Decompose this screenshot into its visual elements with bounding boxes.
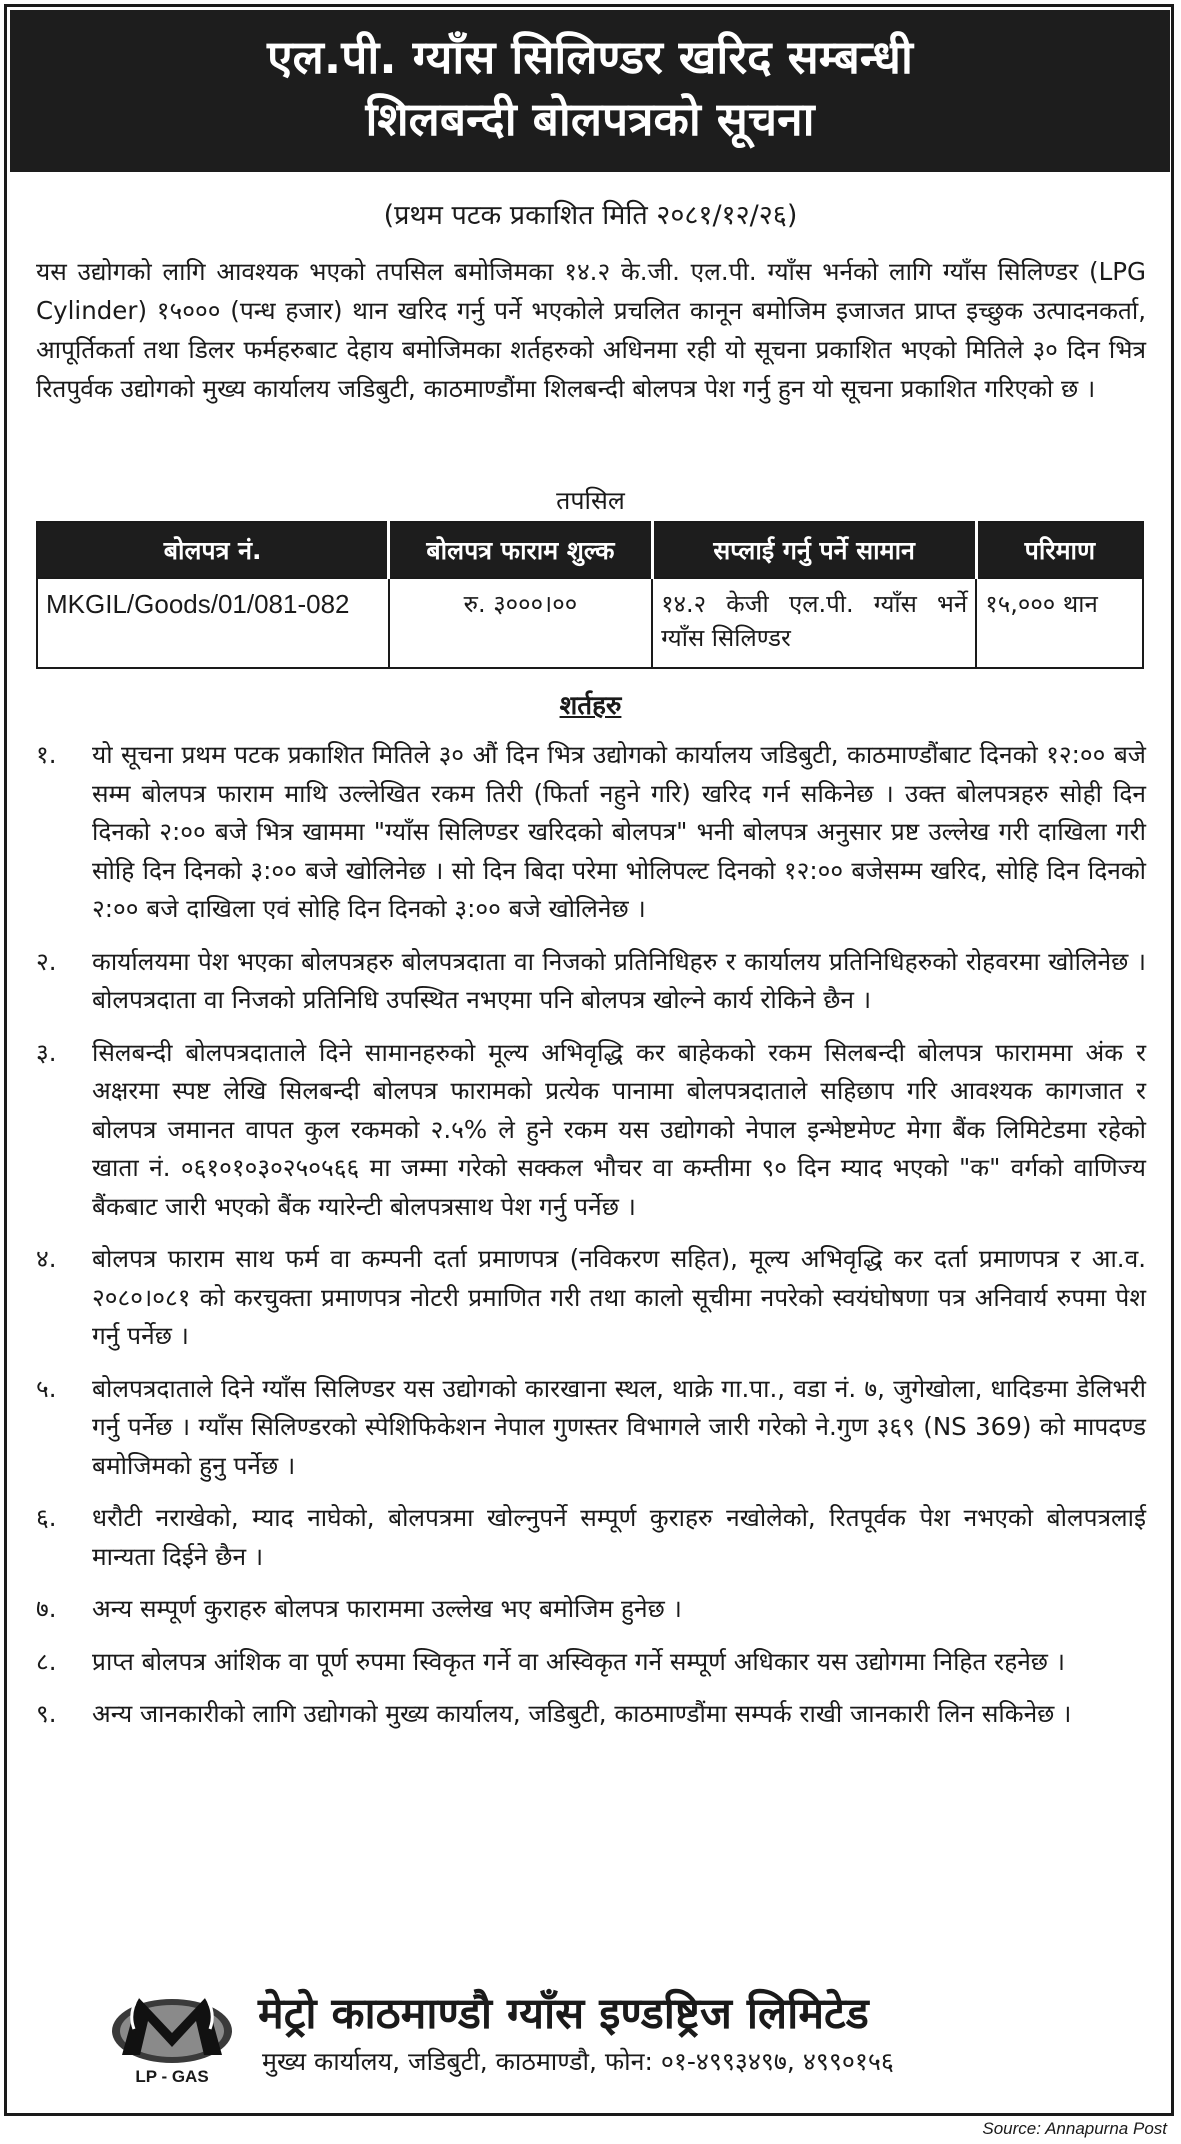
conditions-heading: शर्तहरु bbox=[559, 691, 622, 721]
condition-number: ८. bbox=[36, 1646, 57, 1676]
logo-caption: LP - GAS bbox=[135, 2067, 209, 2086]
condition-text: धरौटी नराखेको, म्याद नाघेको, बोलपत्रमा खोल्नुपर्ने सम्पूर्ण कुराहरु नखोलेको, रितपूर्वक पेश नभएको बोलपत्रलाई मान्यता दिईने छैन । bbox=[92, 1503, 1146, 1571]
condition-text: सिलबन्दी बोलपत्रदाताले दिने सामानहरुको मूल्य अभिवृद्धि कर बाहेकको रकम सिलबन्दी बोलपत्र फाराममा अंक र अक्षरमा स्पष्ट लेखि सिलबन्दी बोलपत्र फारामको प्रत्येक पानामा बोलपत्रदाताले सहिछाप गरि आवश्यक कागजात र बोलपत्र जमानत वापत कुल रकमको २.५% ले हुने रकम यस उद्योगको नेपाल इन्भेष्टमेण्ट मेगा बैंक लिमिटेडमा रहेको खाता नं. ०६१०१०३०२५०५६६ मा जम्मा गरेको सक्कल भौचर वा कम्तीमा ९० दिन म्याद भएको "क" वर्गको वाणिज्य बैंकबाट जारी भएको बैंक ग्यारेन्टी बोलपत्रसाथ पेश गर्नु पर्नेछ । bbox=[92, 1037, 1146, 1221]
cell-form-fee: रु. ३०००।०० bbox=[389, 578, 652, 668]
header-quantity: परिमाण bbox=[976, 522, 1143, 578]
condition-number: ६. bbox=[36, 1503, 57, 1532]
intro-paragraph: यस उद्योगको लागि आवश्यक भएको तपसिल बमोजिमका १४.२ के.जी. एल.पी. ग्याँस भर्नको लागि ग्याँस सिलिण्डर (LPG Cylinder) १५००० (पन्ध हजार) थान खरिद गर्नु पर्ने भएकोले प्रचलित कानून बमोजिम इजाजत प्राप्त इच्छुक उत्पादनकर्ता, आपूर्तिकर्ता तथा डिलर फर्महरुबाट देहाय बमोजिमका शर्तहरुको अधिनमा रही यो सूचना प्रकाशित भएको मितिले ३० दिन भित्र रितपुर्वक उद्योगको मुख्य कार्यालय जडिबुटी, काठमाण्डौंमा शिलबन्दी बोलपत्र पेश गर्नु हुन यो सूचना प्रकाशित गरिएको छ । bbox=[36, 257, 1146, 403]
title-banner bbox=[10, 10, 1170, 172]
condition-number: ७. bbox=[36, 1594, 57, 1623]
condition-text: प्राप्त बोलपत्र आंशिक वा पूर्ण रुपमा स्विकृत गर्ने वा अस्विकृत गर्ने सम्पूर्ण अधिकार यस उद्योगमा निहित रहनेछ । bbox=[92, 1646, 1066, 1676]
schedule-title: तपसिल bbox=[556, 486, 625, 515]
header-form-fee: बोलपत्र फाराम शुल्क bbox=[389, 522, 652, 578]
list-item bbox=[36, 1240, 1146, 1356]
title-line-1: एल.पी. ग्याँस सिलिण्डर खरिद सम्बन्धी bbox=[267, 30, 913, 84]
list-item bbox=[36, 1499, 1146, 1576]
condition-text: बोलपत्रदाताले दिने ग्याँस सिलिण्डर यस उद्योगको कारखाना स्थल, थाक्रे गा.पा., वडा नं. ७, जुगेखोला, धादिङमा डेलिभरी गर्नु पर्नेछ । ग्याँस सिलिण्डरको स्पेशिफिकेशन नेपाल गुणस्तर विभागले जारी गरेको ने.गुण ३६९ (NS 369) को मापदण्ड बमोजिमको हुनु पर्नेछ । bbox=[92, 1373, 1146, 1480]
company-address: मुख्य कार्यालय, जडिबुटी, काठमाण्डौ, फोन: ०१-४९९३४९७, ४९९०१५६ bbox=[262, 2047, 894, 2076]
condition-text: अन्य जानकारीको लागि उद्योगको मुख्य कार्यालय, जडिबुटी, काठमाण्डौंमा सम्पर्क राखी जानकारी लिन सकिनेछ । bbox=[92, 1699, 1072, 1728]
schedule-table bbox=[36, 521, 1144, 669]
condition-number: २. bbox=[36, 946, 57, 976]
condition-number: ९. bbox=[36, 1699, 57, 1728]
list-item bbox=[36, 1643, 1146, 1682]
list-item bbox=[36, 1370, 1146, 1486]
condition-text: यो सूचना प्रथम पटक प्रकाशित मितिले ३० औं दिन भित्र उद्योगको कार्यालय जडिबुटी, काठमाण्डौंबाट दिनको १२:०० बजे सम्म बोलपत्र फाराम माथि उल्लेखित रकम तिरी (फिर्ता नहुने गरि) खरिद गर्न सकिनेछ । उक्त बोलपत्रहरु सोही दिन दिनको २:०० बजे भित्र खाममा "ग्याँस सिलिण्डर खरिदको बोलपत्र" भनी बोलपत्र अनुसार प्रष्ट उल्लेख गरी दाखिला गरी सोहि दिन दिनको ३:०० बजे खोलिनेछ । सो दिन बिदा परेमा भोलिपल्ट दिनको १२:०० बजेसम्म खरिद, सोहि दिन दिनको २:०० बजे दाखिला एवं सोहि दिन दिनको ३:०० बजे खोलिनेछ । bbox=[92, 740, 1146, 923]
condition-number: ३. bbox=[36, 1037, 57, 1067]
list-item bbox=[36, 1695, 1146, 1734]
condition-text: अन्य सम्पूर्ण कुराहरु बोलपत्र फाराममा उल्लेख भए बमोजिम हुनेछ । bbox=[92, 1594, 682, 1623]
cell-bid-number: MKGIL/Goods/01/081-082 bbox=[37, 578, 389, 668]
company-name: मेट्रो काठमाण्डौ ग्याँस इण्डष्ट्रिज लिमिटेड bbox=[258, 1989, 869, 2039]
condition-number: १. bbox=[36, 740, 57, 769]
list-item bbox=[36, 1590, 1146, 1629]
list-item bbox=[36, 736, 1146, 929]
schedule-header-row bbox=[37, 522, 1143, 578]
table-row bbox=[37, 578, 1143, 668]
condition-number: ५. bbox=[36, 1373, 57, 1403]
cell-supply-item: १४.२ केजी एल.पी. ग्याँस भर्ने ग्याँस सिलिण्डर bbox=[652, 578, 976, 668]
header-bid-number: बोलपत्र नं. bbox=[37, 522, 389, 578]
cell-quantity: १५,००० थान bbox=[976, 578, 1143, 668]
title-line-2: शिलबन्दी बोलपत्रको सूचना bbox=[365, 92, 815, 146]
source-credit: Source: Annapurna Post bbox=[982, 2119, 1167, 2138]
list-item bbox=[36, 1034, 1146, 1227]
condition-text: कार्यालयमा पेश भएका बोलपत्रहरु बोलपत्रदाता वा निजको प्रतिनिधिहरु र कार्यालय प्रतिनिधिहरुको रोहवरमा खोलिनेछ । बोलपत्रदाता वा निजको प्रतिनिधि उपस्थित नभएमा पनि बोलपत्र खोल्ने कार्य रोकिने छैन । bbox=[92, 946, 1146, 1014]
publication-date: (प्रथम पटक प्रकाशित मिति २०८१/१२/२६) bbox=[383, 200, 798, 231]
condition-number: ४. bbox=[36, 1244, 57, 1273]
list-item bbox=[36, 943, 1146, 1020]
header-supply-item: सप्लाई गर्नु पर्ने सामान bbox=[652, 522, 976, 578]
conditions-list bbox=[36, 736, 1146, 1748]
condition-text: बोलपत्र फाराम साथ फर्म वा कम्पनी दर्ता प्रमाणपत्र (नविकरण सहित), मूल्य अभिवृद्धि कर दर्ता प्रमाणपत्र र आ.व. २०८०।०८१ को करचुक्ता प्रमाणपत्र नोटरी प्रमाणित गरी तथा कालो सूचीमा नपरेको स्वयंघोषणा पत्र अनिवार्य रुपमा पेश गर्नु पर्नेछ । bbox=[92, 1244, 1146, 1350]
